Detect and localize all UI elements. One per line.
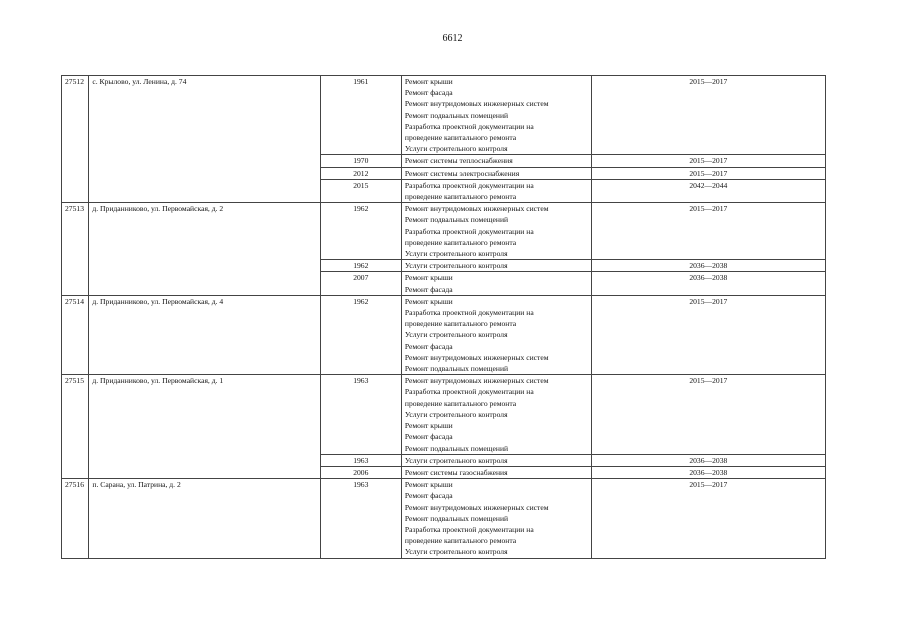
- period-cell: 2015—2017: [591, 76, 825, 155]
- work-item: Услуги строительного контроля: [404, 330, 508, 340]
- work-item: Услуги строительного контроля: [404, 455, 508, 465]
- period-cell: 2015—2017: [591, 155, 825, 167]
- record-id: 27516: [62, 479, 89, 558]
- year-cell: 1963: [320, 454, 401, 466]
- period-cell: 2015—2017: [591, 295, 825, 374]
- work-item: Ремонт фасада: [404, 284, 453, 294]
- period-cell: 2042—2044: [591, 179, 825, 202]
- table-row: [62, 295, 826, 374]
- year-cell: 2012: [320, 167, 401, 179]
- works-cell: [401, 272, 591, 295]
- works-cell: [401, 466, 591, 478]
- table-row: [62, 76, 826, 155]
- work-item: Ремонт крыши: [404, 296, 453, 306]
- works-cell: [401, 375, 591, 454]
- work-item: Ремонт подвальных помещений: [404, 513, 509, 523]
- work-item: Ремонт подвальных помещений: [404, 364, 509, 374]
- year-cell: 2007: [320, 272, 401, 295]
- work-item: Ремонт крыши: [404, 77, 453, 86]
- building-address: п. Сарана, ул. Патрина, д. 2: [89, 479, 320, 558]
- capital-repair-table: [61, 75, 826, 559]
- work-item: Ремонт подвальных помещений: [404, 110, 509, 120]
- work-item: Ремонт внутридомовых инженерных систем: [404, 204, 549, 214]
- work-item: проведение капитального ремонта: [404, 133, 517, 143]
- year-cell: 1962: [320, 260, 401, 272]
- works-cell: [401, 76, 591, 155]
- work-item: проведение капитального ремонта: [404, 398, 517, 408]
- work-item: Ремонт внутридомовых инженерных систем: [404, 352, 549, 362]
- work-item: Ремонт системы теплоснабжения: [404, 156, 513, 166]
- building-address: д. Приданниково, ул. Первомайская, д. 4: [89, 295, 320, 374]
- work-item: Ремонт крыши: [404, 421, 453, 431]
- work-item: Ремонт внутридомовых инженерных систем: [404, 376, 549, 386]
- period-cell: 2015—2017: [591, 375, 825, 454]
- work-item: Ремонт подвальных помещений: [404, 443, 509, 453]
- work-item: проведение капитального ремонта: [404, 536, 517, 546]
- table-row: [62, 479, 826, 558]
- record-id: 27513: [62, 203, 89, 296]
- year-cell: 1963: [320, 479, 401, 558]
- record-id: 27514: [62, 295, 89, 374]
- work-item: Услуги строительного контроля: [404, 249, 508, 259]
- period-cell: 2036—2038: [591, 454, 825, 466]
- work-item: Разработка проектной документации на: [404, 308, 534, 318]
- work-item: Разработка проектной документации на: [404, 387, 534, 397]
- work-item: Ремонт внутридомовых инженерных систем: [404, 99, 549, 109]
- work-item: Ремонт системы электроснабжения: [404, 168, 520, 178]
- record-id: 27515: [62, 375, 89, 479]
- work-item: Ремонт крыши: [404, 480, 453, 490]
- page-number: 6612: [442, 33, 463, 44]
- year-cell: 2006: [320, 466, 401, 478]
- work-item: проведение капитального ремонта: [404, 192, 517, 202]
- work-item: Услуги строительного контроля: [404, 547, 508, 557]
- building-address: с. Крылово, ул. Ленина, д. 74: [89, 76, 320, 203]
- work-item: Ремонт крыши: [404, 273, 453, 283]
- year-cell: 1970: [320, 155, 401, 167]
- period-cell: 2036—2038: [591, 466, 825, 478]
- year-cell: 2015: [320, 179, 401, 202]
- period-cell: 2015—2017: [591, 479, 825, 558]
- work-item: проведение капитального ремонта: [404, 237, 517, 247]
- period-cell: 2036—2038: [591, 260, 825, 272]
- works-cell: [401, 203, 591, 260]
- works-cell: [401, 260, 591, 272]
- period-cell: 2015—2017: [591, 203, 825, 260]
- period-cell: 2015—2017: [591, 167, 825, 179]
- works-cell: [401, 295, 591, 374]
- works-cell: [401, 155, 591, 167]
- building-address: д. Приданниково, ул. Первомайская, д. 2: [89, 203, 320, 296]
- work-item: Разработка проектной документации на: [404, 226, 534, 236]
- year-cell: 1963: [320, 375, 401, 454]
- works-cell: [401, 179, 591, 202]
- year-cell: 1961: [320, 76, 401, 155]
- work-item: Услуги строительного контроля: [404, 261, 508, 271]
- work-item: проведение капитального ремонта: [404, 319, 517, 329]
- work-item: Разработка проектной документации на: [404, 524, 534, 534]
- period-cell: 2036—2038: [591, 272, 825, 295]
- work-item: Разработка проектной документации на: [404, 180, 534, 190]
- work-item: Ремонт фасада: [404, 432, 453, 442]
- year-cell: 1962: [320, 295, 401, 374]
- works-cell: [401, 454, 591, 466]
- works-cell: [401, 479, 591, 558]
- table-row: [62, 203, 826, 260]
- work-item: Ремонт фасада: [404, 88, 453, 98]
- work-item: Разработка проектной документации на: [404, 121, 534, 131]
- works-cell: [401, 167, 591, 179]
- work-item: Услуги строительного контроля: [404, 144, 508, 154]
- work-item: Ремонт фасада: [404, 491, 453, 501]
- table-row: [62, 375, 826, 454]
- year-cell: 1962: [320, 203, 401, 260]
- record-id: 27512: [62, 76, 89, 203]
- work-item: Ремонт подвальных помещений: [404, 215, 509, 225]
- work-item: Ремонт фасада: [404, 341, 453, 351]
- building-address: д. Приданниково, ул. Первомайская, д. 1: [89, 375, 320, 479]
- work-item: Услуги строительного контроля: [404, 409, 508, 419]
- table-body: [62, 76, 826, 559]
- work-item: Ремонт внутридомовых инженерных систем: [404, 502, 549, 512]
- work-item: Ремонт системы газоснабжения: [404, 467, 508, 477]
